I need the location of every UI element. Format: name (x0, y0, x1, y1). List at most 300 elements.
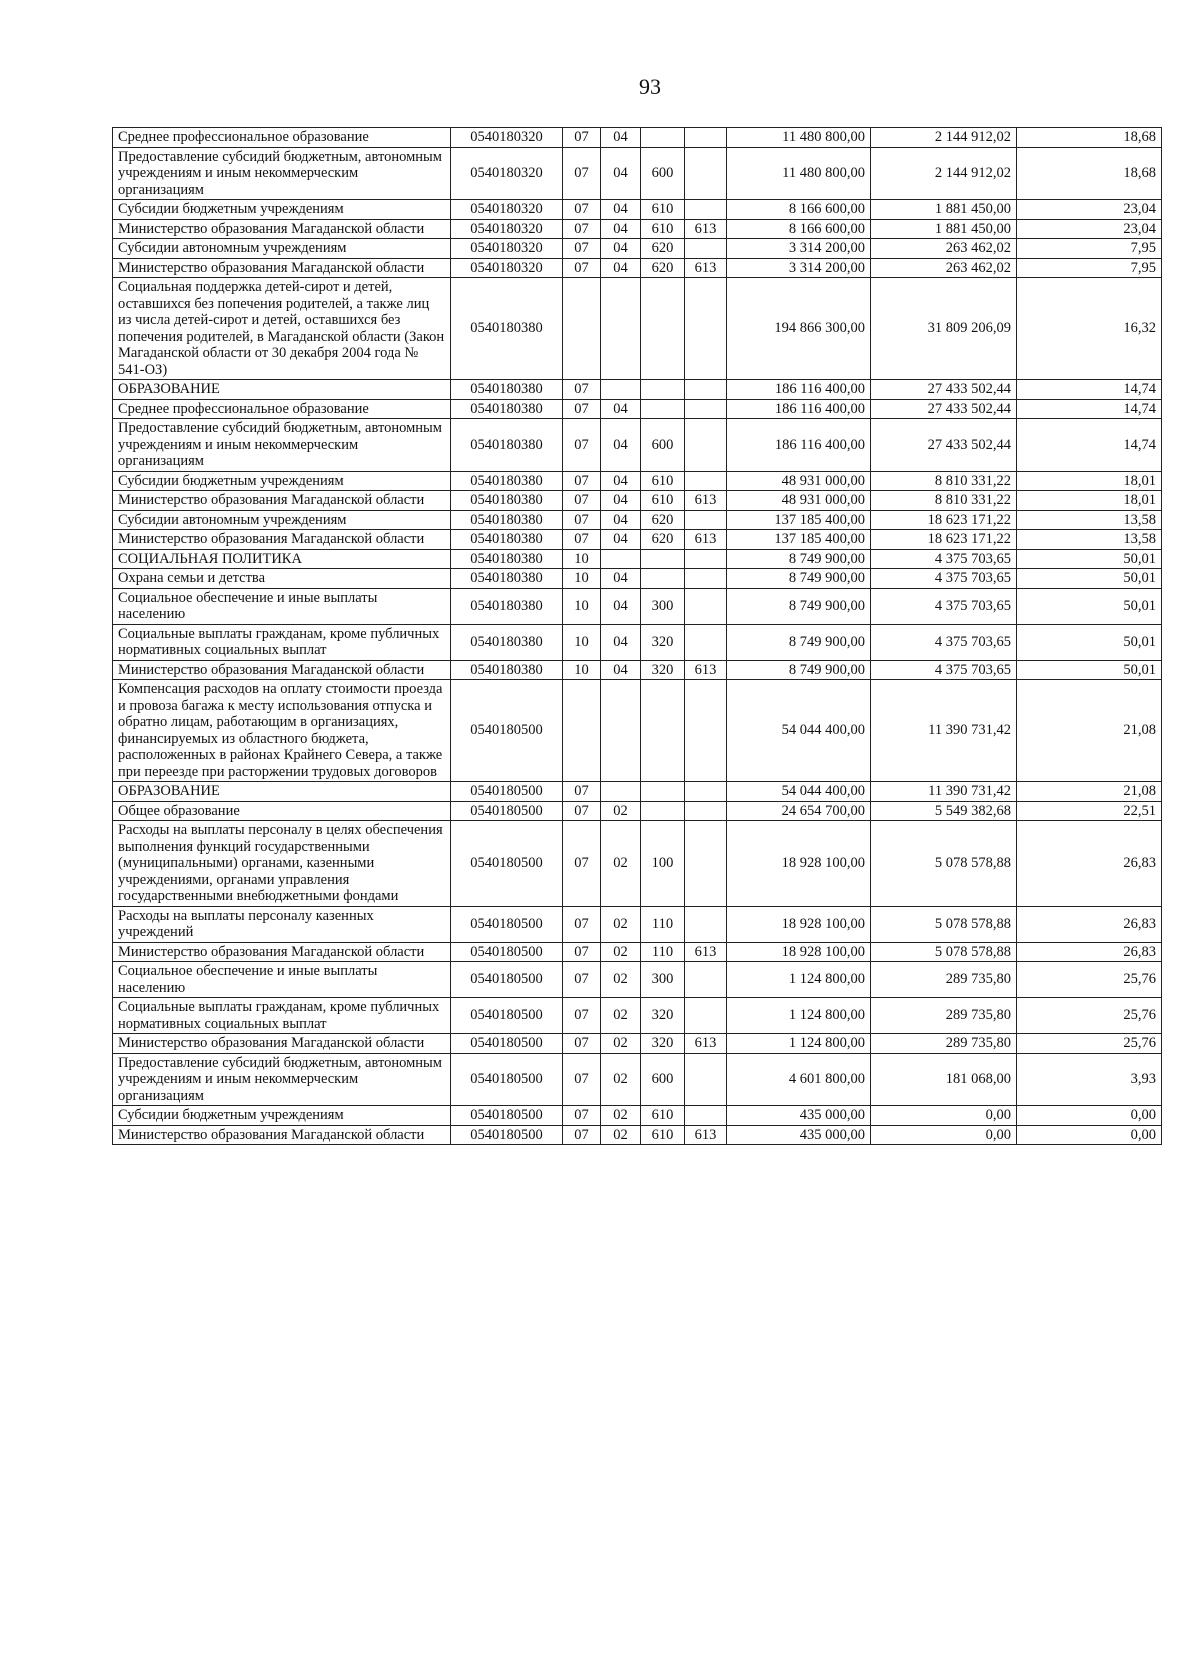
name-cell: Социальное обеспечение и иные выплаты населению (113, 962, 451, 998)
gr-cell (685, 380, 727, 400)
vr-cell: 300 (641, 588, 685, 624)
vr-cell (641, 380, 685, 400)
pr-cell: 04 (601, 624, 641, 660)
plan-cell: 18 928 100,00 (727, 906, 871, 942)
pr-cell: 02 (601, 906, 641, 942)
code-cell: 0540180500 (451, 1125, 563, 1145)
fact-cell: 0,00 (871, 1106, 1017, 1126)
pr-cell: 02 (601, 1034, 641, 1054)
plan-cell: 8 749 900,00 (727, 569, 871, 589)
table-row (113, 219, 1162, 239)
rz-cell: 07 (563, 419, 601, 472)
name-cell: Социальная поддержка детей-сирот и детей, оставшихся без попечения родителей, а также лиц из числа детей-сирот и детей, оставшихся без попечения родителей, в Магаданской области (Закон Магаданской области от 30 декабря 2004 года № 541-ОЗ) (113, 278, 451, 380)
code-cell: 0540180380 (451, 588, 563, 624)
rz-cell: 07 (563, 219, 601, 239)
vr-cell (641, 680, 685, 782)
name-cell: Расходы на выплаты персоналу казенных учреждений (113, 906, 451, 942)
fact-cell: 289 735,80 (871, 1034, 1017, 1054)
fact-cell: 4 375 703,65 (871, 588, 1017, 624)
code-cell: 0540180380 (451, 278, 563, 380)
pr-cell: 02 (601, 801, 641, 821)
pr-cell: 04 (601, 258, 641, 278)
gr-cell: 613 (685, 1125, 727, 1145)
fact-cell: 11 390 731,42 (871, 680, 1017, 782)
plan-cell: 8 749 900,00 (727, 624, 871, 660)
rz-cell: 07 (563, 510, 601, 530)
percent-cell: 25,76 (1017, 1034, 1162, 1054)
percent-cell: 25,76 (1017, 962, 1162, 998)
gr-cell: 613 (685, 258, 727, 278)
rz-cell: 07 (563, 801, 601, 821)
gr-cell (685, 624, 727, 660)
fact-cell: 18 623 171,22 (871, 530, 1017, 550)
pr-cell: 02 (601, 998, 641, 1034)
code-cell: 0540180380 (451, 660, 563, 680)
code-cell: 0540180500 (451, 962, 563, 998)
table-row (113, 258, 1162, 278)
percent-cell: 18,68 (1017, 128, 1162, 148)
code-cell: 0540180380 (451, 510, 563, 530)
rz-cell: 07 (563, 1106, 601, 1126)
name-cell: Предоставление субсидий бюджетным, автономным учреждениям и иным некоммерческим организациям (113, 419, 451, 472)
pr-cell: 04 (601, 660, 641, 680)
pr-cell: 04 (601, 419, 641, 472)
fact-cell: 5 078 578,88 (871, 942, 1017, 962)
fact-cell: 27 433 502,44 (871, 419, 1017, 472)
vr-cell: 320 (641, 624, 685, 660)
code-cell: 0540180380 (451, 569, 563, 589)
table-row (113, 1053, 1162, 1106)
pr-cell: 04 (601, 239, 641, 259)
plan-cell: 8 749 900,00 (727, 660, 871, 680)
fact-cell: 27 433 502,44 (871, 380, 1017, 400)
code-cell: 0540180320 (451, 219, 563, 239)
plan-cell: 54 044 400,00 (727, 782, 871, 802)
plan-cell: 48 931 000,00 (727, 471, 871, 491)
code-cell: 0540180320 (451, 200, 563, 220)
plan-cell: 8 749 900,00 (727, 588, 871, 624)
percent-cell: 0,00 (1017, 1106, 1162, 1126)
code-cell: 0540180380 (451, 549, 563, 569)
table-row (113, 782, 1162, 802)
plan-cell: 186 116 400,00 (727, 399, 871, 419)
code-cell: 0540180500 (451, 942, 563, 962)
name-cell: Министерство образования Магаданской области (113, 942, 451, 962)
gr-cell (685, 1106, 727, 1126)
fact-cell: 5 078 578,88 (871, 906, 1017, 942)
code-cell: 0540180500 (451, 1034, 563, 1054)
fact-cell: 5 549 382,68 (871, 801, 1017, 821)
table-row (113, 399, 1162, 419)
percent-cell: 50,01 (1017, 588, 1162, 624)
rz-cell: 07 (563, 962, 601, 998)
rz-cell: 10 (563, 660, 601, 680)
table-row (113, 821, 1162, 907)
gr-cell: 613 (685, 942, 727, 962)
code-cell: 0540180500 (451, 801, 563, 821)
plan-cell: 24 654 700,00 (727, 801, 871, 821)
rz-cell: 10 (563, 569, 601, 589)
plan-cell: 8 749 900,00 (727, 549, 871, 569)
code-cell: 0540180380 (451, 471, 563, 491)
name-cell: Расходы на выплаты персоналу в целях обеспечения выполнения функций государственными (муниципальными) органами, казенными учреждениями, органами управления государственными внебюджетными фондами (113, 821, 451, 907)
gr-cell (685, 419, 727, 472)
percent-cell: 18,01 (1017, 491, 1162, 511)
table-row (113, 491, 1162, 511)
plan-cell: 1 124 800,00 (727, 998, 871, 1034)
gr-cell (685, 1053, 727, 1106)
percent-cell: 26,83 (1017, 821, 1162, 907)
vr-cell: 110 (641, 906, 685, 942)
rz-cell: 07 (563, 471, 601, 491)
plan-cell: 435 000,00 (727, 1106, 871, 1126)
name-cell: Предоставление субсидий бюджетным, автономным учреждениям и иным некоммерческим организациям (113, 147, 451, 200)
vr-cell: 600 (641, 419, 685, 472)
gr-cell (685, 549, 727, 569)
vr-cell: 320 (641, 998, 685, 1034)
budget-table (112, 127, 1162, 1145)
table-row (113, 200, 1162, 220)
fact-cell: 181 068,00 (871, 1053, 1017, 1106)
pr-cell: 04 (601, 219, 641, 239)
plan-cell: 3 314 200,00 (727, 239, 871, 259)
gr-cell (685, 998, 727, 1034)
name-cell: Субсидии автономным учреждениям (113, 239, 451, 259)
rz-cell: 07 (563, 200, 601, 220)
gr-cell (685, 399, 727, 419)
fact-cell: 2 144 912,02 (871, 128, 1017, 148)
rz-cell (563, 278, 601, 380)
plan-cell: 54 044 400,00 (727, 680, 871, 782)
pr-cell: 02 (601, 962, 641, 998)
gr-cell: 613 (685, 530, 727, 550)
rz-cell: 07 (563, 380, 601, 400)
gr-cell (685, 569, 727, 589)
fact-cell: 0,00 (871, 1125, 1017, 1145)
name-cell: Социальные выплаты гражданам, кроме публичных нормативных социальных выплат (113, 998, 451, 1034)
vr-cell: 110 (641, 942, 685, 962)
table-row (113, 239, 1162, 259)
gr-cell (685, 278, 727, 380)
table-row (113, 147, 1162, 200)
table-row (113, 569, 1162, 589)
plan-cell: 1 124 800,00 (727, 962, 871, 998)
table-row (113, 588, 1162, 624)
rz-cell: 07 (563, 239, 601, 259)
rz-cell: 10 (563, 549, 601, 569)
table-row (113, 660, 1162, 680)
percent-cell: 23,04 (1017, 219, 1162, 239)
percent-cell: 22,51 (1017, 801, 1162, 821)
code-cell: 0540180500 (451, 1053, 563, 1106)
fact-cell: 1 881 450,00 (871, 200, 1017, 220)
vr-cell (641, 399, 685, 419)
gr-cell: 613 (685, 219, 727, 239)
plan-cell: 137 185 400,00 (727, 530, 871, 550)
name-cell: Среднее профессиональное образование (113, 128, 451, 148)
plan-cell: 186 116 400,00 (727, 419, 871, 472)
pr-cell (601, 380, 641, 400)
fact-cell: 8 810 331,22 (871, 471, 1017, 491)
plan-cell: 18 928 100,00 (727, 942, 871, 962)
plan-cell: 4 601 800,00 (727, 1053, 871, 1106)
vr-cell: 100 (641, 821, 685, 907)
rz-cell: 07 (563, 1125, 601, 1145)
fact-cell: 8 810 331,22 (871, 491, 1017, 511)
fact-cell: 4 375 703,65 (871, 660, 1017, 680)
fact-cell: 263 462,02 (871, 239, 1017, 259)
table-row (113, 998, 1162, 1034)
code-cell: 0540180380 (451, 530, 563, 550)
table-row (113, 510, 1162, 530)
percent-cell: 0,00 (1017, 1125, 1162, 1145)
gr-cell (685, 680, 727, 782)
code-cell: 0540180380 (451, 380, 563, 400)
code-cell: 0540180380 (451, 624, 563, 660)
code-cell: 0540180380 (451, 491, 563, 511)
vr-cell: 300 (641, 962, 685, 998)
vr-cell (641, 801, 685, 821)
gr-cell (685, 200, 727, 220)
percent-cell: 16,32 (1017, 278, 1162, 380)
rz-cell: 07 (563, 399, 601, 419)
percent-cell: 50,01 (1017, 624, 1162, 660)
percent-cell: 23,04 (1017, 200, 1162, 220)
gr-cell (685, 588, 727, 624)
gr-cell: 613 (685, 491, 727, 511)
plan-cell: 18 928 100,00 (727, 821, 871, 907)
rz-cell: 07 (563, 128, 601, 148)
vr-cell (641, 569, 685, 589)
name-cell: Охрана семьи и детства (113, 569, 451, 589)
name-cell: ОБРАЗОВАНИЕ (113, 380, 451, 400)
table-row (113, 1125, 1162, 1145)
table-row (113, 1034, 1162, 1054)
vr-cell: 320 (641, 660, 685, 680)
percent-cell: 14,74 (1017, 380, 1162, 400)
rz-cell: 07 (563, 782, 601, 802)
pr-cell: 04 (601, 399, 641, 419)
name-cell: Предоставление субсидий бюджетным, автономным учреждениям и иным некоммерческим организациям (113, 1053, 451, 1106)
code-cell: 0540180320 (451, 147, 563, 200)
percent-cell: 21,08 (1017, 680, 1162, 782)
plan-cell: 8 166 600,00 (727, 219, 871, 239)
pr-cell: 04 (601, 588, 641, 624)
pr-cell: 02 (601, 942, 641, 962)
percent-cell: 18,68 (1017, 147, 1162, 200)
vr-cell (641, 278, 685, 380)
fact-cell: 263 462,02 (871, 258, 1017, 278)
code-cell: 0540180500 (451, 782, 563, 802)
rz-cell: 07 (563, 1053, 601, 1106)
table-row (113, 680, 1162, 782)
fact-cell: 289 735,80 (871, 998, 1017, 1034)
plan-cell: 435 000,00 (727, 1125, 871, 1145)
percent-cell: 3,93 (1017, 1053, 1162, 1106)
pr-cell: 04 (601, 147, 641, 200)
gr-cell (685, 239, 727, 259)
gr-cell (685, 801, 727, 821)
vr-cell (641, 549, 685, 569)
percent-cell: 21,08 (1017, 782, 1162, 802)
pr-cell: 04 (601, 128, 641, 148)
vr-cell: 600 (641, 1053, 685, 1106)
vr-cell: 620 (641, 530, 685, 550)
percent-cell: 50,01 (1017, 569, 1162, 589)
vr-cell: 320 (641, 1034, 685, 1054)
rz-cell: 10 (563, 588, 601, 624)
gr-cell (685, 471, 727, 491)
vr-cell (641, 782, 685, 802)
code-cell: 0540180320 (451, 258, 563, 278)
code-cell: 0540180500 (451, 906, 563, 942)
fact-cell: 1 881 450,00 (871, 219, 1017, 239)
fact-cell: 11 390 731,42 (871, 782, 1017, 802)
vr-cell: 620 (641, 510, 685, 530)
name-cell: Субсидии бюджетным учреждениям (113, 1106, 451, 1126)
name-cell: СОЦИАЛЬНАЯ ПОЛИТИКА (113, 549, 451, 569)
name-cell: Министерство образования Магаданской области (113, 1034, 451, 1054)
gr-cell (685, 782, 727, 802)
pr-cell: 04 (601, 471, 641, 491)
gr-cell (685, 128, 727, 148)
code-cell: 0540180320 (451, 128, 563, 148)
page-number: 93 (639, 74, 661, 99)
name-cell: Субсидии автономным учреждениям (113, 510, 451, 530)
rz-cell: 07 (563, 998, 601, 1034)
fact-cell: 27 433 502,44 (871, 399, 1017, 419)
pr-cell (601, 782, 641, 802)
rz-cell: 07 (563, 147, 601, 200)
gr-cell (685, 821, 727, 907)
name-cell: Министерство образования Магаданской области (113, 258, 451, 278)
vr-cell: 620 (641, 239, 685, 259)
gr-cell: 613 (685, 660, 727, 680)
fact-cell: 289 735,80 (871, 962, 1017, 998)
vr-cell: 610 (641, 200, 685, 220)
pr-cell: 04 (601, 569, 641, 589)
table-row (113, 380, 1162, 400)
name-cell: Общее образование (113, 801, 451, 821)
pr-cell: 04 (601, 200, 641, 220)
name-cell: Министерство образования Магаданской области (113, 660, 451, 680)
fact-cell: 18 623 171,22 (871, 510, 1017, 530)
fact-cell: 4 375 703,65 (871, 624, 1017, 660)
percent-cell: 26,83 (1017, 906, 1162, 942)
table-row (113, 624, 1162, 660)
plan-cell: 186 116 400,00 (727, 380, 871, 400)
rz-cell: 07 (563, 530, 601, 550)
table-row (113, 549, 1162, 569)
plan-cell: 8 166 600,00 (727, 200, 871, 220)
plan-cell: 48 931 000,00 (727, 491, 871, 511)
percent-cell: 26,83 (1017, 942, 1162, 962)
table-row (113, 530, 1162, 550)
percent-cell: 7,95 (1017, 239, 1162, 259)
fact-cell: 4 375 703,65 (871, 569, 1017, 589)
name-cell: ОБРАЗОВАНИЕ (113, 782, 451, 802)
code-cell: 0540180380 (451, 399, 563, 419)
rz-cell: 10 (563, 624, 601, 660)
gr-cell (685, 147, 727, 200)
vr-cell: 600 (641, 147, 685, 200)
table-row (113, 801, 1162, 821)
pr-cell (601, 278, 641, 380)
vr-cell: 620 (641, 258, 685, 278)
rz-cell: 07 (563, 1034, 601, 1054)
rz-cell: 07 (563, 942, 601, 962)
gr-cell (685, 510, 727, 530)
name-cell: Субсидии бюджетным учреждениям (113, 471, 451, 491)
code-cell: 0540180320 (451, 239, 563, 259)
code-cell: 0540180380 (451, 419, 563, 472)
name-cell: Социальные выплаты гражданам, кроме публичных нормативных социальных выплат (113, 624, 451, 660)
percent-cell: 13,58 (1017, 510, 1162, 530)
plan-cell: 1 124 800,00 (727, 1034, 871, 1054)
name-cell: Министерство образования Магаданской области (113, 530, 451, 550)
vr-cell: 610 (641, 1125, 685, 1145)
rz-cell: 07 (563, 491, 601, 511)
table-body (113, 128, 1162, 1145)
percent-cell: 50,01 (1017, 660, 1162, 680)
percent-cell: 13,58 (1017, 530, 1162, 550)
pr-cell (601, 549, 641, 569)
fact-cell: 5 078 578,88 (871, 821, 1017, 907)
table-row (113, 962, 1162, 998)
plan-cell: 11 480 800,00 (727, 128, 871, 148)
fact-cell: 4 375 703,65 (871, 549, 1017, 569)
plan-cell: 3 314 200,00 (727, 258, 871, 278)
table-row (113, 128, 1162, 148)
pr-cell: 02 (601, 821, 641, 907)
table-row (113, 419, 1162, 472)
plan-cell: 194 866 300,00 (727, 278, 871, 380)
name-cell: Министерство образования Магаданской области (113, 1125, 451, 1145)
percent-cell: 25,76 (1017, 998, 1162, 1034)
name-cell: Министерство образования Магаданской области (113, 491, 451, 511)
fact-cell: 2 144 912,02 (871, 147, 1017, 200)
code-cell: 0540180500 (451, 680, 563, 782)
name-cell: Министерство образования Магаданской области (113, 219, 451, 239)
pr-cell: 02 (601, 1106, 641, 1126)
rz-cell: 07 (563, 258, 601, 278)
pr-cell (601, 680, 641, 782)
code-cell: 0540180500 (451, 998, 563, 1034)
rz-cell: 07 (563, 821, 601, 907)
plan-cell: 137 185 400,00 (727, 510, 871, 530)
gr-cell (685, 962, 727, 998)
plan-cell: 11 480 800,00 (727, 147, 871, 200)
vr-cell: 610 (641, 491, 685, 511)
code-cell: 0540180500 (451, 821, 563, 907)
pr-cell: 02 (601, 1125, 641, 1145)
vr-cell: 610 (641, 471, 685, 491)
pr-cell: 04 (601, 491, 641, 511)
gr-cell: 613 (685, 1034, 727, 1054)
percent-cell: 18,01 (1017, 471, 1162, 491)
percent-cell: 7,95 (1017, 258, 1162, 278)
rz-cell: 07 (563, 906, 601, 942)
vr-cell: 610 (641, 1106, 685, 1126)
pr-cell: 04 (601, 530, 641, 550)
vr-cell: 610 (641, 219, 685, 239)
fact-cell: 31 809 206,09 (871, 278, 1017, 380)
table-row (113, 471, 1162, 491)
name-cell: Социальное обеспечение и иные выплаты населению (113, 588, 451, 624)
table-row (113, 1106, 1162, 1126)
rz-cell (563, 680, 601, 782)
percent-cell: 50,01 (1017, 549, 1162, 569)
